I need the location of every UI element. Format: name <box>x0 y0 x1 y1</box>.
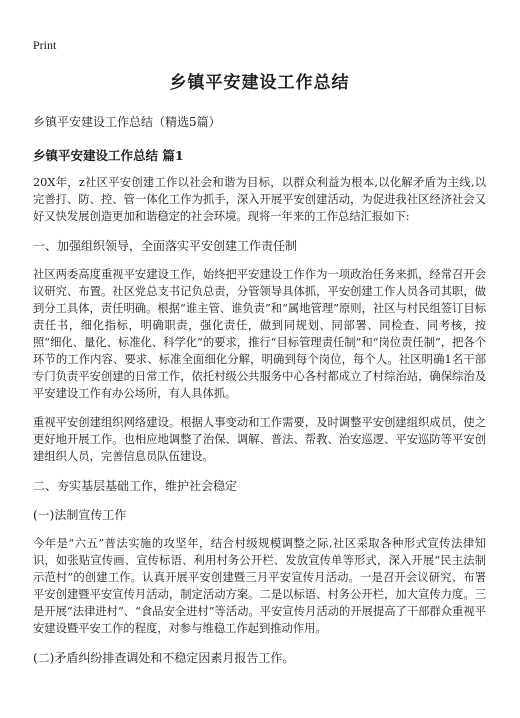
body-paragraph-2: 重视平安创建组织网络建设。根据人事变动和工作需要，及时调整平安创建组织成员，使之更好地开展工作。也相应地调整了治保、调解、普法、帮教、治安巡逻、平安巡防等平安创建组织人员，完善信息员队伍建设。 <box>33 416 486 463</box>
intro-paragraph: 20X年，z社区平安创建工作以社会和谐为目标，以群众利益为根本,以化解矛盾为主线,以完善打、防、控、管一体化工作为抓手，深入开展平安创建活动，为促进我社区经济社会又好又快发展创造更加和谐稳定的社会环境。现将一年来的工作总结汇报如下: <box>33 176 486 223</box>
section-heading-1: 一、加强组织领导，全面落实平安创建工作责任制 <box>33 239 298 253</box>
document-subtitle: 乡镇平安建设工作总结（精选5篇） <box>33 115 221 129</box>
body-paragraph-3: 今年是“六五”普法实施的攻坚年，结合村级规模调整之际,社区采取各种形式宣传法律知识，如张贴宣传画、宣传标语、利用村务公开栏、发放宣传单等形式，深入开展“民主法制示范村”的创建工作。认真开展平安创建暨三月平安宣传月活动。一是召开会议研究、布署平安创建暨平安宣传月活动，制定活动方案。二是以标语、村务公开栏，加大宣传力度。三是开展“法律进村”、“食品安全进村”等活动。平安宣传月活动的开展提高了干部群众重视平安建设暨平安工作的程度，对参与维稳工作起到推动作用。 <box>33 537 486 635</box>
print-link[interactable]: Print <box>33 38 57 52</box>
article-heading: 乡镇平安建设工作总结 篇1 <box>33 148 184 163</box>
body-paragraph-1: 社区两委高度重视平安建设工作，始终把平安建设工作作为一项政治任务来抓，经常召开会议研究、布置。社区党总支书记负总责，分管领导具体抓，平安创建工作人员各司其职，做到分工具体，责任明确。根据“谁主管、谁负责”和“属地管理”原则，社区与村民组签订目标责任书，细化指标，明确职责，强化责任，做到同规划、同部署、同检查、同考核，按照“细化、量化、标准化、科学化”的要求，推行“目标管理责任制”和“岗位责任制”，把各个环节的工作内容、要求、标准全面细化分解，明确到每个岗位，每个人。社区明确1名干部专门负责平安创建的日常工作，依托村级公共服务中心各村都成立了村综治站，确保综治及平安建设工作有办公场所，有人具体抓。 <box>33 268 486 400</box>
page-title: 乡镇平安建设工作总结 <box>169 73 350 93</box>
subsection-heading-2: (二)矛盾纠纷排查调处和不稳定因素月报告工作。 <box>33 651 295 665</box>
section-heading-2: 二、夯实基层基础工作，维护社会稳定 <box>33 479 238 493</box>
subsection-heading-1: (一)法制宣传工作 <box>33 508 127 522</box>
